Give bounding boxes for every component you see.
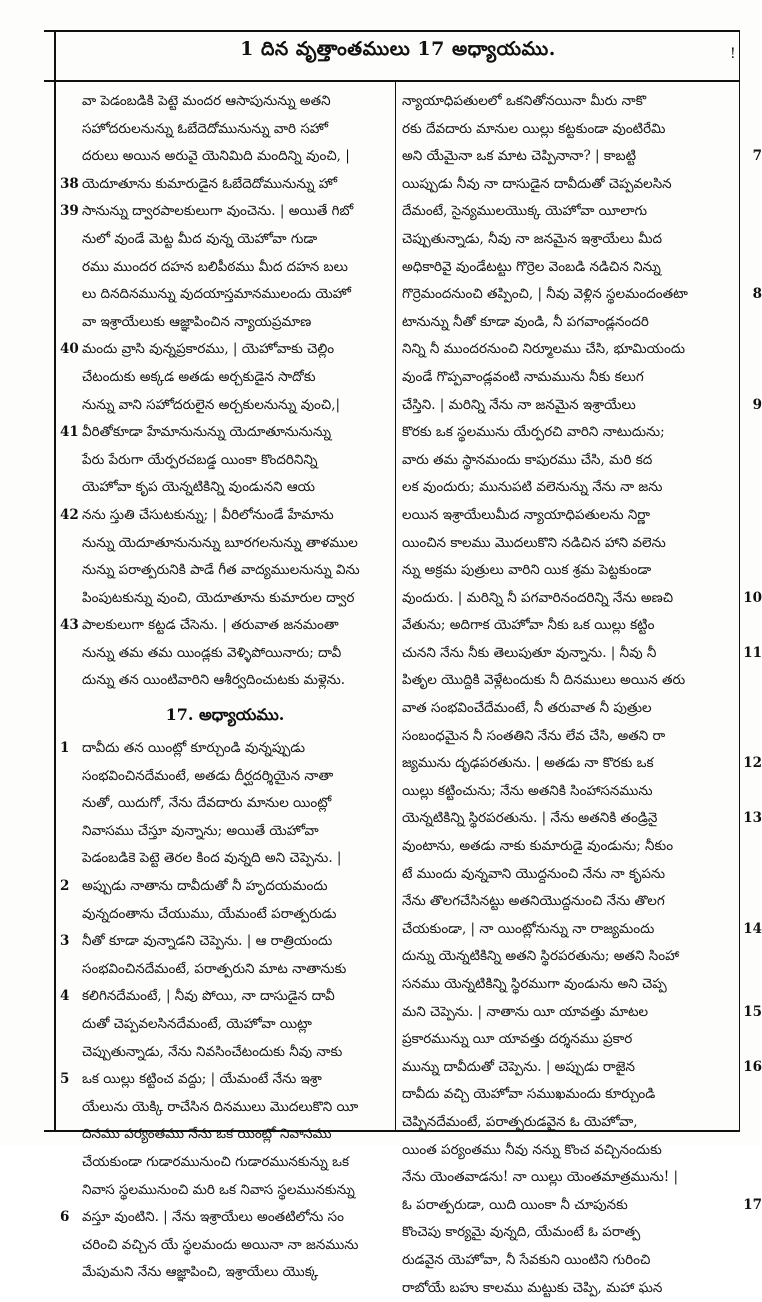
text-line (60, 983, 390, 1011)
text-line (60, 557, 390, 585)
text-line (60, 530, 390, 558)
text-line (402, 116, 736, 144)
line-text: ప్రకారమున్ను యీ యావత్తు దర్శనము ప్రకార (402, 1031, 633, 1048)
line-text: యింత పర్యంతము నీవు నన్ను కొంచ వచ్చినందుకు (402, 1141, 662, 1158)
line-text: వున్నదంతాను చేయుము, యేమంటే పరాత్పరుడు (82, 905, 337, 922)
line-text: వుంటాను, అతడు నాకు కుమారుడై వుండును; నీకుం (402, 838, 674, 855)
text-line (60, 198, 390, 226)
text-line (402, 999, 762, 1027)
line-text: మున్ను దావీదుతో చెప్పెను. | అప్పుడు రాజైన (402, 1058, 635, 1075)
text-line (402, 309, 736, 337)
text-line (60, 1177, 390, 1205)
text-line (60, 143, 390, 171)
line-text: మని చెప్పెను. | నాతాను యీ యావత్తు మాటల (402, 1003, 649, 1020)
line-text: యిప్పుడు నీవు నా దాసుడైన దావీదుతో చెప్పవలసిన (402, 175, 672, 192)
text-line (60, 928, 390, 956)
text-line (402, 805, 762, 833)
text-line (402, 281, 762, 309)
text-line (402, 888, 736, 916)
text-line (60, 392, 390, 420)
line-text: యేలును యెక్కి రాచేసిన దినములు మొదలుకొని యీ (82, 1098, 359, 1115)
text-line (60, 474, 390, 502)
text-line (402, 226, 736, 254)
text-line (60, 1259, 390, 1287)
line-text: వుండే గొప్పవాండ్లవంటి నామమును నీకు కలుగ (402, 368, 644, 385)
line-text: రము ముందర దహన బలిపీఠము మీద దహన బలు (82, 258, 348, 275)
verse-number: 4 (60, 988, 70, 1005)
line-text: లక వుందురు; మునుపటి వలెనున్ను నేను నా జను (402, 479, 663, 496)
verse-number: 38 (60, 175, 79, 192)
text-line (402, 916, 762, 944)
verse-number: 2 (60, 878, 70, 895)
line-text: చేస్తిని. | మరిన్ని నేను నా జనమైన ఇశ్రాయేలు (402, 396, 636, 413)
text-line (402, 861, 736, 889)
line-text: నున్ను వాని సహోదరులైన అర్చకులనున్ను వుంచి,| (82, 396, 341, 413)
line-text: చేయకుండా గుడారమునుంచి గుడారమునకున్ను ఒక (82, 1153, 350, 1170)
line-text: గొర్రెమందనుంచి తప్పించి, | నీవు వెళ్లిన స్థలమందంతటా (402, 286, 688, 303)
text-line (60, 818, 390, 846)
text-line (60, 1204, 390, 1232)
line-text: సనము యెన్నటికిన్ని స్థిరముగా వుండును అని చెప్ప (402, 976, 667, 992)
line-text: నున్ను యెదూతూనునున్ను బూరగలనున్ను తాళముల (82, 534, 358, 551)
line-text: చునని నేను నీకు తెలుపుతూ వున్నాను. | నీవు నీ (402, 644, 657, 661)
line-text: పింపుటకున్ను వుంచి, యెదూతూను కుమారుల ద్వార (82, 589, 355, 606)
line-text: పితృల యొద్దికి వెళ్లేటందుకు నీ దినములు అయిన తరు (402, 672, 686, 689)
line-text: నను స్తుతి చేసుటకున్ను; | వీరిలోనుండే హేమాను (82, 506, 334, 523)
line-text: నేను తొలగచేసినట్టు అతనియొద్దనుంచి నేను తొలగ (402, 893, 665, 910)
line-text: టానున్ను నీతో కూడా వుండి, నీ పగవాండ్లనందరి (402, 313, 649, 330)
text-line (60, 667, 390, 695)
line-text: నుతో, యిదుగో, నేను దేవదారు మానుల యింట్లో (82, 795, 332, 812)
line-text: నులో వుండే మెట్ట మీద వున్న యెహోవా గుడా (82, 230, 318, 247)
text-line (60, 116, 390, 144)
text-line (60, 171, 390, 199)
text-line (60, 640, 390, 668)
line-text: నున్ను తమ తమ యిండ్లకు వెళ్ళిపోయినారు; దావీ (82, 644, 342, 661)
line-text: చెప్పుతున్నాడు, నేను నివసించేటందుకు నీవు నాకు (82, 1043, 343, 1060)
page-header: 1 దిన వృత్తాంతములు 17 అధ్యాయము. (240, 38, 556, 60)
verse-number: 8 (752, 286, 762, 303)
text-line (402, 750, 762, 778)
line-text: లు దినదినమున్ను వుదయాస్తమానములందు యెహో (82, 286, 351, 303)
line-text: ఓ పరాత్పరుడా, యిది యింకా నీ చూపునకు (402, 1196, 628, 1213)
line-text: వా పెడంబడికి పెట్టె మందర ఆసాపునున్ను అతని (82, 93, 331, 109)
text-line (402, 254, 736, 282)
text-line (60, 1066, 390, 1094)
text-line (402, 143, 762, 171)
verse-number: 7 (752, 148, 762, 165)
verse-number: 16 (743, 1058, 762, 1075)
text-line (402, 833, 736, 861)
text-line (60, 1232, 390, 1260)
header-rule (44, 80, 740, 82)
text-line (402, 778, 736, 806)
text-line (60, 254, 390, 282)
line-text: సంభవించినదేమంటే, పరాత్పరుని మాట నాతానుకు (82, 960, 347, 977)
line-text: అప్పుడు నాతాను దావీదుతో నీ హృదయమందు (82, 878, 328, 895)
verse-number: 40 (60, 341, 79, 358)
line-text: వా ఇశ్రాయేలుకు ఆజ్ఞాపించిన న్యాయప్రమాణ (82, 313, 312, 330)
line-text: లయిన ఇశ్రాయేలుమీద న్యాయాధిపతులను నిర్ణా (402, 506, 650, 523)
line-text: చెప్పుతున్నాడు, నీవు నా జనమైన ఇశ్రాయేలు మీద (402, 230, 663, 247)
text-line (60, 585, 390, 613)
text-line (402, 1137, 736, 1165)
line-text: నివాస స్థలమునుంచి మరి ఒక నివాస స్థలమునకున్ను (82, 1181, 355, 1198)
line-text: దున్ను తన యింటివారిని ఆశీర్వదించుటకు మళ్లెను. (82, 672, 346, 689)
line-text: యించిన కాలము మొదలుకొని నడిచిన హాని వలెను (402, 534, 666, 551)
line-text: యెహోవా కృప యెన్నటికిన్ని వుండునని ఆయ (82, 479, 315, 496)
text-line (402, 474, 736, 502)
line-text: యెదూతూను కుమారుడైన ఓబేదెదోమునున్ను హో (82, 175, 338, 192)
line-text: న్యాయాధిపతులలో ఒకనితోనయినా మీరు నాకొ (402, 93, 647, 109)
line-text: రాబోయే బహు కాలము మట్టుకు చెప్పి, మహా ఘన (402, 1279, 663, 1296)
left-border (54, 30, 56, 1130)
text-line (60, 1149, 390, 1177)
line-text: కొరకు ఒక స్థలమును యేర్పరచి వారిని నాటుదును; (402, 424, 665, 441)
line-text: కలిగినదేమంటే, | నీవు పోయి, నా దాసుడైన దావీ (82, 988, 335, 1005)
top-rule (44, 30, 740, 32)
verse-number: 3 (60, 933, 70, 950)
line-text: నిన్ని నీ ముందరనుంచి నిర్మూలము చేసి, భూమియందు (402, 341, 686, 358)
text-line (402, 1054, 762, 1082)
text-line (60, 364, 390, 392)
left-column (60, 88, 390, 1287)
line-text: సంబంధమైన నీ సంతతిని నేను లేవ చేసి, అతని రా (402, 727, 666, 744)
line-text: దరులు అయిన అరువై యెనిమిది మందిన్ని వుంచి, | (82, 148, 350, 165)
text-line (402, 419, 736, 447)
text-line (402, 667, 736, 695)
text-line (402, 1081, 736, 1109)
line-text: వారు తమ స్థానమందు కాపురము చేసి, మరి కద (402, 451, 653, 468)
text-line (60, 336, 390, 364)
text-line (402, 364, 736, 392)
text-line (402, 530, 736, 558)
line-text: ఒక యిల్లు కట్టించ వద్దు; | యేమంటే నేను ఇశ్రా (82, 1071, 322, 1088)
line-text: దుతో చెప్పవలసినదేమంటే, యెహోవా యిట్లా (82, 1016, 312, 1032)
text-line (402, 1219, 736, 1247)
text-line (60, 790, 390, 818)
text-line (60, 1094, 390, 1122)
text-line (402, 198, 736, 226)
line-text: దేమంటే, సైన్యములయొక్క యెహోవా యీలాగు (402, 203, 648, 220)
line-text: చేయకుండా, | నా యింట్లోనున్ను నా రాజ్యమందు (402, 920, 655, 937)
line-text: దున్ను యెన్నటికిన్ని అతని స్థిరపరతును; అతని సింహా (402, 948, 680, 965)
text-line (402, 723, 736, 751)
line-text: రుడవైన యెహోవా, నీ సేవకుని యింటిని గురించి (402, 1251, 651, 1268)
verse-number: 39 (60, 203, 79, 220)
text-line (60, 447, 390, 475)
text-line (402, 971, 736, 999)
text-line (402, 557, 736, 585)
verse-number: 42 (60, 506, 79, 523)
text-line (60, 419, 390, 447)
text-line (402, 695, 736, 723)
line-text: రకు దేవదారు మానుల యిల్లు కట్టకుండా వుంటిరేమి (402, 120, 666, 137)
text-line (402, 612, 736, 640)
verse-number: 12 (743, 755, 762, 772)
text-line (60, 281, 390, 309)
line-text: యిల్లు కట్టించును; నేను అతనికి సింహాసనమును (402, 782, 653, 799)
text-line (402, 1026, 736, 1054)
text-line (402, 88, 736, 116)
verse-number: 10 (743, 589, 762, 606)
line-text: వాత సంభవించేదేమంటే, నీ తరువాత నీ పుత్రుల (402, 700, 652, 717)
verse-number: 9 (752, 396, 762, 413)
text-line (402, 447, 736, 475)
line-text: పేరు పేరుగా యేర్పరచబడ్డ యింకా కొందరినిన్ని (82, 451, 318, 468)
text-line (60, 763, 390, 791)
text-line (402, 640, 762, 668)
text-line (60, 1039, 390, 1067)
line-text: చరించి వచ్చిన యే స్థలమందు అయినా నా జనమును (82, 1236, 359, 1253)
line-text: సహోదరులనున్ను ఓబేదెదోమునున్ను వారి సహో (82, 120, 329, 137)
text-line (60, 226, 390, 254)
text-line (402, 502, 736, 530)
margin-mark: ! (730, 46, 736, 62)
verse-number: 15 (743, 1003, 762, 1020)
line-text: సంభవించినదేమంటే, అతడు దీర్ఘదర్శియైన నాతా (82, 767, 334, 784)
text-line (60, 88, 390, 116)
verse-number: 11 (743, 644, 762, 661)
line-text: వస్తూ వుంటిని. | నేను ఇశ్రాయేలు అంతటిలోను సం (82, 1209, 344, 1226)
line-text: అని యేమైనా ఒక మాట చెప్పినానా? | కాబట్టి (402, 148, 637, 165)
verse-number: 6 (60, 1209, 70, 1226)
text-line (402, 943, 736, 971)
line-text: మేపుమని నేను ఆజ్ఞాపించి, ఇశ్రాయేలు యొక్క (82, 1264, 319, 1281)
line-text: మందు వ్రాసి వున్నప్రకారము, | యెహోవాకు చెల్లిం (82, 341, 335, 358)
text-line (402, 585, 762, 613)
text-line (402, 1275, 736, 1302)
text-line (402, 171, 736, 199)
right-column (402, 88, 762, 1302)
line-text: నివాసము చేస్తూ వున్నాను; అయితే యెహోవా (82, 822, 319, 839)
line-text: నీతో కూడా వున్నాడని చెప్పెను. | ఆ రాత్రియందు (82, 933, 333, 950)
verse-number: 17 (743, 1196, 762, 1213)
text-line (402, 1164, 736, 1192)
line-text: న్ను అక్రమ పుత్రులు వారిని యిక శ్రమ పెట్టకుండా (402, 562, 652, 579)
column-divider (395, 80, 396, 1130)
line-text: పెడంబడికె పెట్టె తెరల కింద వున్నది అని చెప్పెను. | (82, 850, 342, 867)
text-line (402, 1192, 762, 1220)
text-line (60, 873, 390, 901)
verse-number: 13 (743, 810, 762, 827)
text-line (60, 1121, 390, 1149)
line-text: చెప్పినదేమంటే, పరాత్పరుడవైన ఓ యెహోవా, (402, 1113, 638, 1130)
text-line (60, 901, 390, 929)
line-text: టే ముందు వున్నవాని యొద్దనుంచి నేను నా కృపను (402, 865, 666, 882)
text-line (60, 309, 390, 337)
line-text: దినము పర్యంతము నేను ఒక యింట్లో నివాసము (82, 1126, 332, 1143)
text-line (402, 1109, 736, 1137)
verse-number: 5 (60, 1071, 70, 1088)
verse-number: 43 (60, 617, 79, 634)
line-text: పాలకులుగా కట్టడ చేసెను. | తరువాత జనమంతా (82, 617, 339, 634)
text-line (60, 845, 390, 873)
text-line (60, 956, 390, 984)
line-text: కొంచెపు కార్యమై వున్నది, యేమంటే ఓ పరాత్ప (402, 1224, 641, 1241)
line-text: దావీదు తన యింట్లో కూర్చుండి వున్నప్పుడు (82, 740, 305, 757)
line-text: అధికారివై వుండేటట్టు గొర్రెల వెంబడి నడిచిన నిన్ను (402, 258, 661, 275)
text-line (402, 336, 736, 364)
text-line (402, 1247, 736, 1275)
line-text: వేతును; అదిగాక యెహోవా నీకు ఒక యిల్లు కట్టిం (402, 617, 655, 634)
chapter-title: 17. అధ్యాయము. (165, 705, 285, 725)
line-text: దావీదు వచ్చి యెహోవా సముఖమందు కూర్చుండి (402, 1086, 656, 1103)
verse-number: 14 (743, 920, 762, 937)
line-text: వుందురు. | మరిన్ని నీ పగవారినందరిన్ని నేను అణచి (402, 589, 674, 606)
verse-number: 41 (60, 424, 79, 441)
right-border (739, 30, 740, 1130)
text-line (402, 392, 762, 420)
line-text: చేటందుకు అక్కడ అతడు అర్చకుడైన సాదోకు (82, 368, 316, 385)
line-text: నున్ను పరాత్పరునికి పాడే గీత వాద్యములనున్ను విను (82, 562, 360, 579)
line-text: నేను యెంతవాడను! నా యిల్లు యెంతమాత్రమును! | (402, 1169, 679, 1186)
line-text: జ్యమును దృఢపరతును. | అతడు నా కొరకు ఒక (402, 755, 654, 772)
verse-number: 1 (60, 740, 70, 757)
line-text: వీరితోకూడా హేమానునున్ను యెదూతూనునున్ను (82, 424, 332, 441)
text-line (60, 1011, 390, 1039)
line-text: సానున్ను ద్వారపాలకులుగా వుంచెను. | అయితే గిబో (82, 203, 354, 220)
text-line (60, 502, 390, 530)
line-text: యెన్నటికిన్ని స్థిరపరతును. | నేను అతనికి తండ్రినై (402, 810, 658, 827)
text-line (60, 735, 390, 763)
text-line (60, 612, 390, 640)
